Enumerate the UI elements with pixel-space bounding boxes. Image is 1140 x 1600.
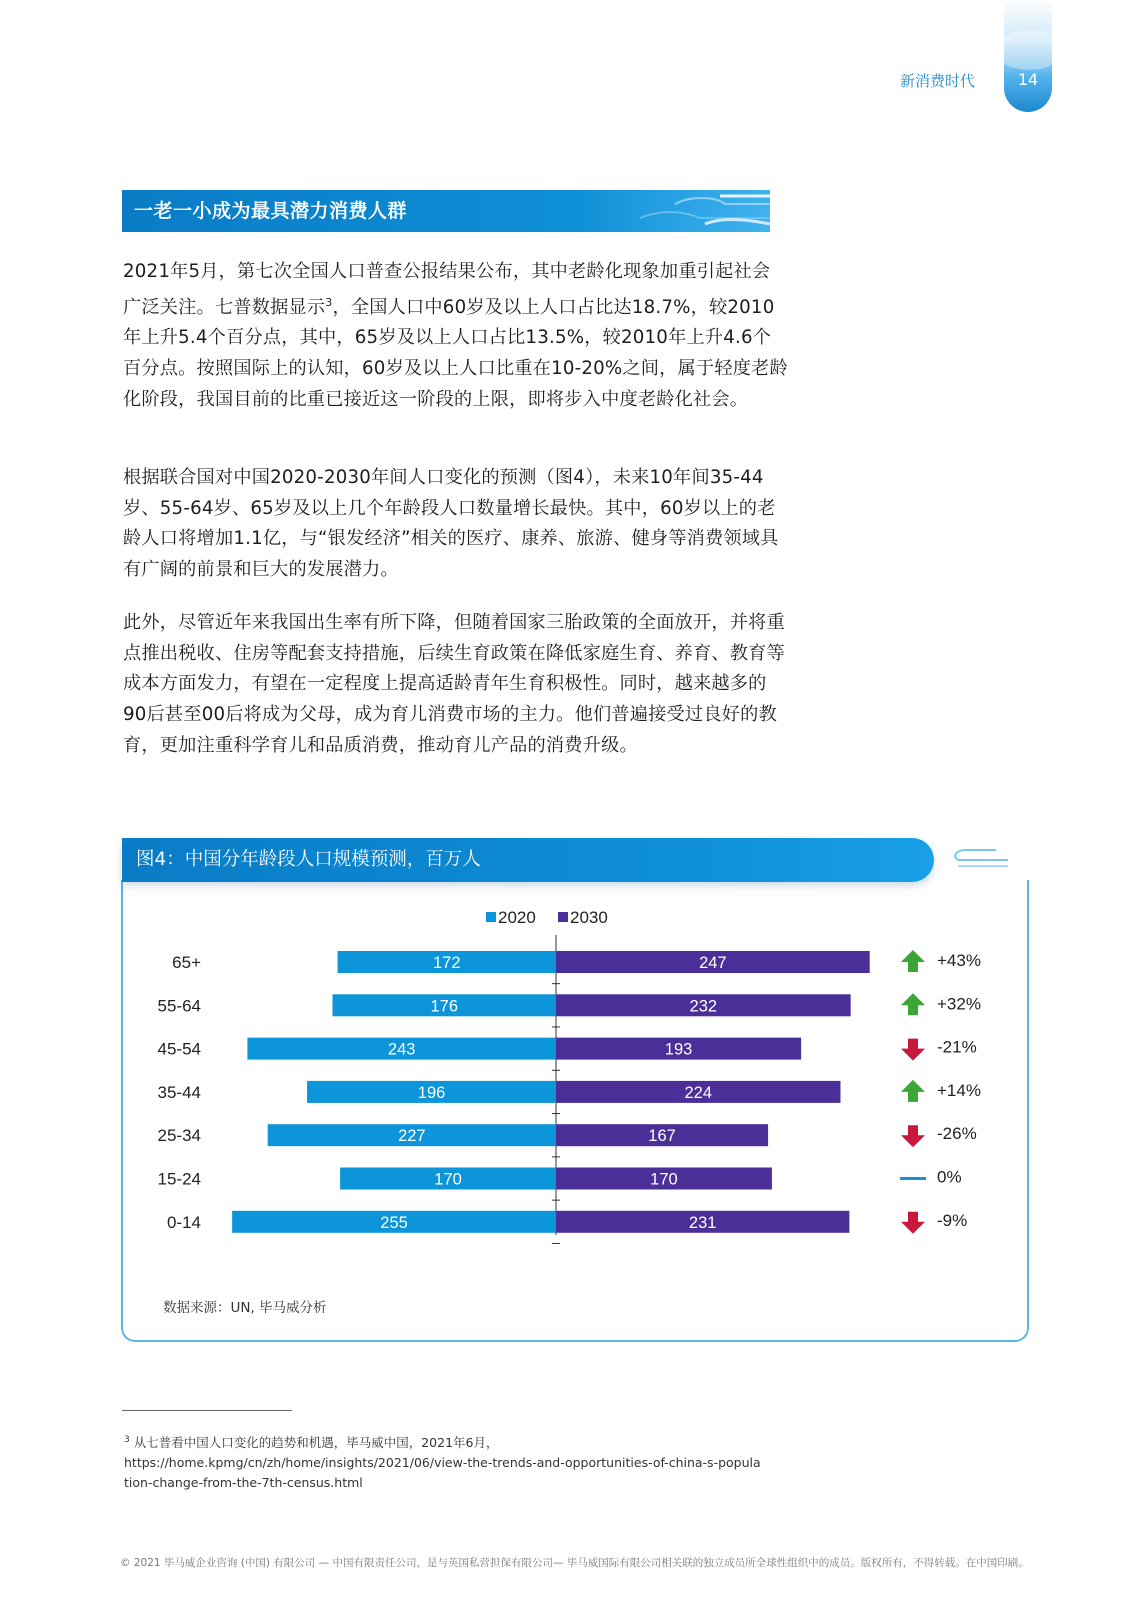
paragraph-3: 此外，尽管近年来我国出生率有所下降，但随着国家三胎政策的全面放开，并将重点推出税收、住房等配套支持措施，后续生育政策在降低家庭生育、养育、教育等成本方面发力，有望在一定程度上提高适龄青年生育积极性。同时，越来越多的90后甚至00后将成为父母，成为育儿消费市场的主力。他们普遍接受过良好的教育，更加注重科学育儿和品质消费，推动育儿产品的消费升级。 — [123, 612, 785, 756]
change-label: 0% — [937, 1167, 962, 1187]
change-label: +32% — [937, 994, 981, 1014]
page-number: 14 — [1017, 70, 1039, 89]
tab-wave-decoration — [1004, 30, 1052, 70]
category-label: 55-64 — [157, 996, 201, 1016]
legend-swatch-2020 — [486, 912, 496, 922]
arrow-down-icon — [901, 1212, 925, 1234]
bar-label-2020: 172 — [433, 954, 461, 972]
category-label: 45-54 — [157, 1039, 201, 1059]
figure-wave-decoration-icon — [948, 846, 1008, 872]
data-source: 数据来源：UN, 毕马威分析 — [163, 1300, 327, 1316]
category-label: 65+ — [172, 953, 201, 972]
wave-decoration-icon — [620, 190, 770, 232]
bar-label-2030: 232 — [689, 997, 718, 1016]
arrow-down-icon — [901, 1039, 925, 1061]
change-label: -9% — [937, 1210, 968, 1230]
footnote-url[interactable]: https://home.kpmg/cn/zh/home/insights/2021/06/view-the-trends-and-opportunities-of-china-s-population-change-from-the-7th-census.html — [124, 1455, 761, 1491]
footnote-divider — [122, 1410, 292, 1411]
bar-label-2030: 224 — [684, 1083, 713, 1102]
bar-label-2030: 170 — [650, 1170, 678, 1189]
section-heading-bar — [122, 190, 770, 232]
category-label: 0-14 — [166, 1212, 201, 1232]
category-label: 35-44 — [157, 1082, 201, 1102]
header-title: 新消费时代 — [900, 72, 976, 90]
category-label: 15-24 — [157, 1169, 201, 1189]
category-label: 25-34 — [157, 1126, 201, 1146]
chart-legend — [486, 908, 608, 927]
figure-title-bar — [122, 838, 934, 882]
bar-label-2020: 196 — [417, 1083, 446, 1102]
figure-title: 图4：中国分年龄段人口规模预测，百万人 — [136, 849, 481, 870]
bar-label-2020: 176 — [430, 997, 459, 1016]
paragraph-2: 根据联合国对中国2020-2030年间人口变化的预测（图4），未来10年间35-44岁、55-64岁、65岁及以上几个年龄段人口数量增长最快。其中，60岁以上的老龄人口将增加1.1亿，与“银发经济”相关的医疗、康养、旅游、健身等消费领域具有广阔的前景和巨大的发展潜力。 — [123, 467, 779, 581]
arrow-up-icon — [901, 1080, 925, 1102]
footnote-reference: 3 — [325, 295, 333, 309]
bar-label-2020: 255 — [380, 1213, 408, 1232]
page-number-tab — [1004, 0, 1052, 112]
flat-dash-icon — [900, 1177, 926, 1180]
copyright: © 2021 毕马威企业咨询 (中国) 有限公司 — 中国有限责任公司，是与英国私营担保有限公司— 毕马威国际有限公司相关联的独立成员所全球性组织中的成员。版权所有，不得转载。在中国印刷。 — [120, 1557, 1029, 1569]
section-title: 一老一小成为最具潜力消费人群 — [134, 200, 408, 222]
change-label: -26% — [937, 1124, 977, 1144]
population-chart — [121, 880, 1025, 1290]
change-label: -21% — [937, 1037, 977, 1057]
bar-label-2030: 231 — [688, 1213, 717, 1232]
arrow-up-icon — [901, 950, 925, 972]
bar-label-2030: 167 — [648, 1127, 676, 1146]
legend-swatch-2030 — [558, 912, 568, 922]
legend-label-2030: 2030 — [570, 908, 608, 927]
change-label: +43% — [937, 951, 981, 970]
paragraph-1: 2021年5月，第七次全国人口普查公报结果公布，其中老龄化现象加重引起社会广泛关注。七普数据显示$^3$，全国人口中60岁及以上人口占比达18.7%，较2010年上升5.4个百分点，其中，65岁及以上人口占比13.5%，较2010年上升4.6个百分点。按照国际上的认知，60岁及以上人口比重在10-20%之间，属于轻度老龄化阶段，我国目前的比重已接近这一阶段的上限，即将步入中度老龄化社会。 — [123, 261, 788, 410]
arrow-down-icon — [901, 1125, 925, 1147]
chart-bars — [158, 935, 981, 1243]
change-label: +14% — [937, 1080, 981, 1100]
bar-label-2020: 170 — [434, 1170, 462, 1189]
bar-label-2020: 227 — [398, 1127, 426, 1146]
bar-label-2030: 193 — [664, 1040, 693, 1059]
legend-label-2020: 2020 — [498, 908, 536, 927]
footnote: $^3$ 从七普看中国人口变化的趋势和机遇，毕马威中国，2021年6月， https://home.kpmg/cn/zh/home/insights/2021/06/view-the-trends-and-opportunities-of-china-s-population-change-from-the-7th-census.html — [124, 1435, 761, 1491]
bar-label-2020: 243 — [387, 1040, 416, 1059]
bar-label-2030: 247 — [699, 954, 727, 972]
arrow-up-icon — [901, 993, 925, 1015]
